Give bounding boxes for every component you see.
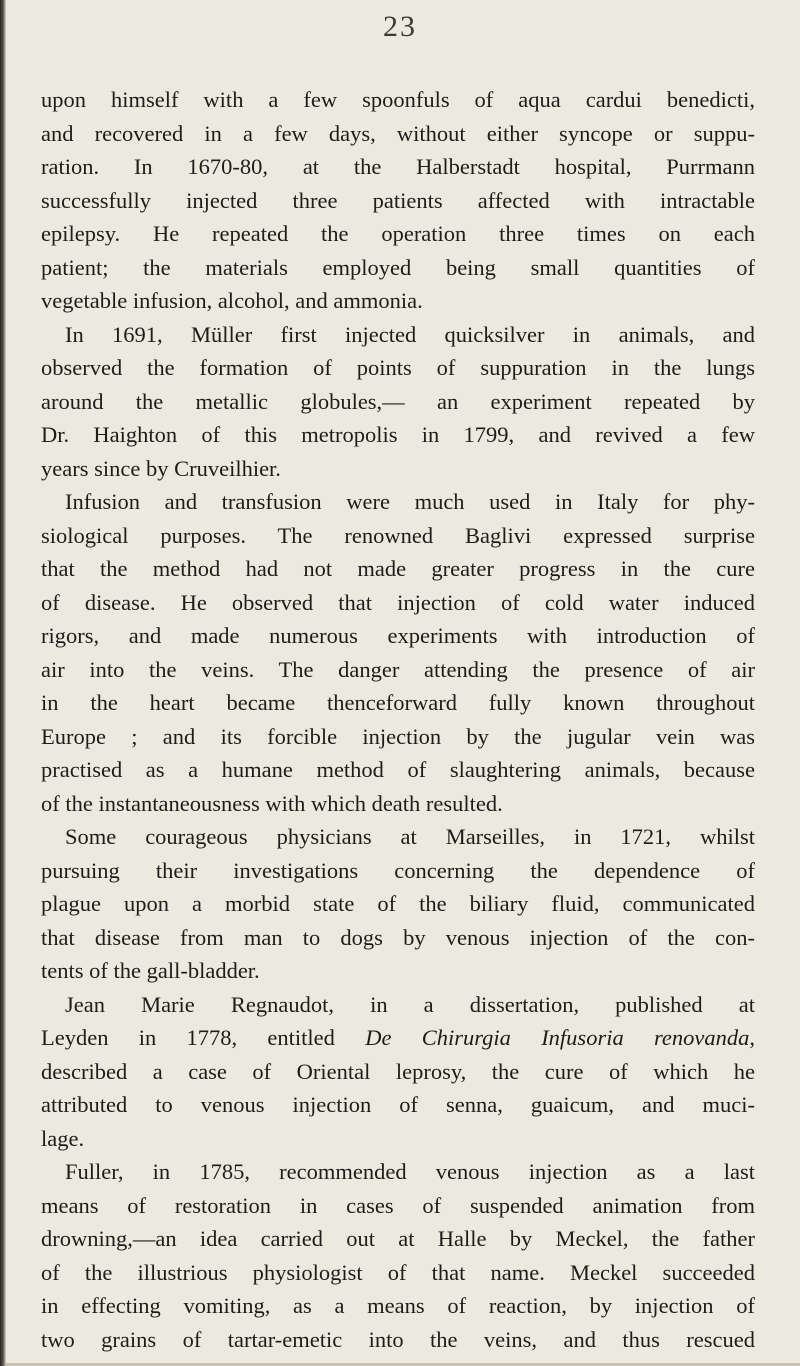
text-line: described a case of Oriental leprosy, the cure of which he <box>41 1058 755 1084</box>
text-line: In 1691, Müller first injected quicksilver in animals, and <box>65 321 755 347</box>
text-line: tents of the gall-bladder. <box>41 958 260 983</box>
text-line: successfully injected three patients affected with intractable <box>41 187 755 213</box>
text-line: patient; the materials employed being small quantities of <box>41 254 755 280</box>
text-line: upon himself with a few spoonfuls of aqua cardui benedicti, <box>41 87 755 112</box>
text-line: Some courageous physicians at Marseilles, in 1721, whilst <box>65 824 755 849</box>
text-line: that disease from man to dogs by venous injection of the con- <box>41 924 755 950</box>
text-line: in the heart became thenceforward fully known throughout <box>41 690 755 715</box>
body-text <box>41 83 755 1356</box>
text-line: Dr. Haighton of this metropolis in 1799, and revived a few <box>41 422 755 447</box>
text-line: pursuing their investigations concerning the dependence of <box>41 857 755 883</box>
book-title-italic: De Chirurgia Infusoria renovanda <box>365 1025 750 1050</box>
text-line: lage. <box>41 1125 85 1151</box>
text-line: in effecting vomiting, as a means of reaction, by injection of <box>41 1293 755 1318</box>
text-line: means of restoration in cases of suspended animation from <box>41 1192 755 1218</box>
text-line: that the method had not made greater progress in the cure <box>41 556 755 581</box>
text-line: of disease. He observed that injection of cold water induced <box>41 589 755 615</box>
text-line: air into the veins. The danger attending the presence of air <box>41 656 755 682</box>
text-line: Fuller, in 1785, recommended venous injection as a last <box>65 1159 755 1184</box>
text-line: attributed to venous injection of senna, guaicum, and muci- <box>41 1092 755 1117</box>
text-line: epilepsy. He repeated the operation three times on each <box>41 221 755 246</box>
text-line: siological purposes. The renowned Baglivi expressed surprise <box>41 522 755 548</box>
text-line: plague upon a morbid state of the biliary fluid, communicated <box>41 891 755 916</box>
text-line: observed the formation of points of suppuration in the lungs <box>41 355 755 380</box>
text-line: two grains of tartar-emetic into the veins, and thus rescued <box>41 1326 755 1352</box>
text-line: Leyden in 1778, entitled De Chirurgia Infusoria renovanda, <box>41 1025 755 1050</box>
text-line: years since by Cruveilhier. <box>41 455 281 481</box>
text-line: of the instantaneousness with which death resulted. <box>41 790 503 816</box>
text-line: drowning,—an idea carried out at Halle by Meckel, the father <box>41 1226 755 1251</box>
text-line: vegetable infusion, alcohol, and ammonia. <box>41 288 423 313</box>
page-binding-edge <box>0 0 6 1366</box>
text-line: Jean Marie Regnaudot, in a dissertation, published at <box>65 991 755 1017</box>
text-line: Infusion and transfusion were much used in Italy for phy- <box>65 489 755 514</box>
page-number: 23 <box>383 10 417 43</box>
text-line: ration. In 1670-80, at the Halberstadt hospital, Purrmann <box>41 154 755 179</box>
text-line: practised as a humane method of slaughtering animals, because <box>41 757 755 782</box>
text-line: rigors, and made numerous experiments with introduction of <box>41 623 755 648</box>
text-line: Europe ; and its forcible injection by the jugular vein was <box>41 723 755 749</box>
text-line: and recovered in a few days, without either syncope or suppu- <box>41 120 755 146</box>
text-line: around the metallic globules,— an experiment repeated by <box>41 388 755 414</box>
text-line: of the illustrious physiologist of that name. Meckel succeeded <box>41 1259 755 1285</box>
